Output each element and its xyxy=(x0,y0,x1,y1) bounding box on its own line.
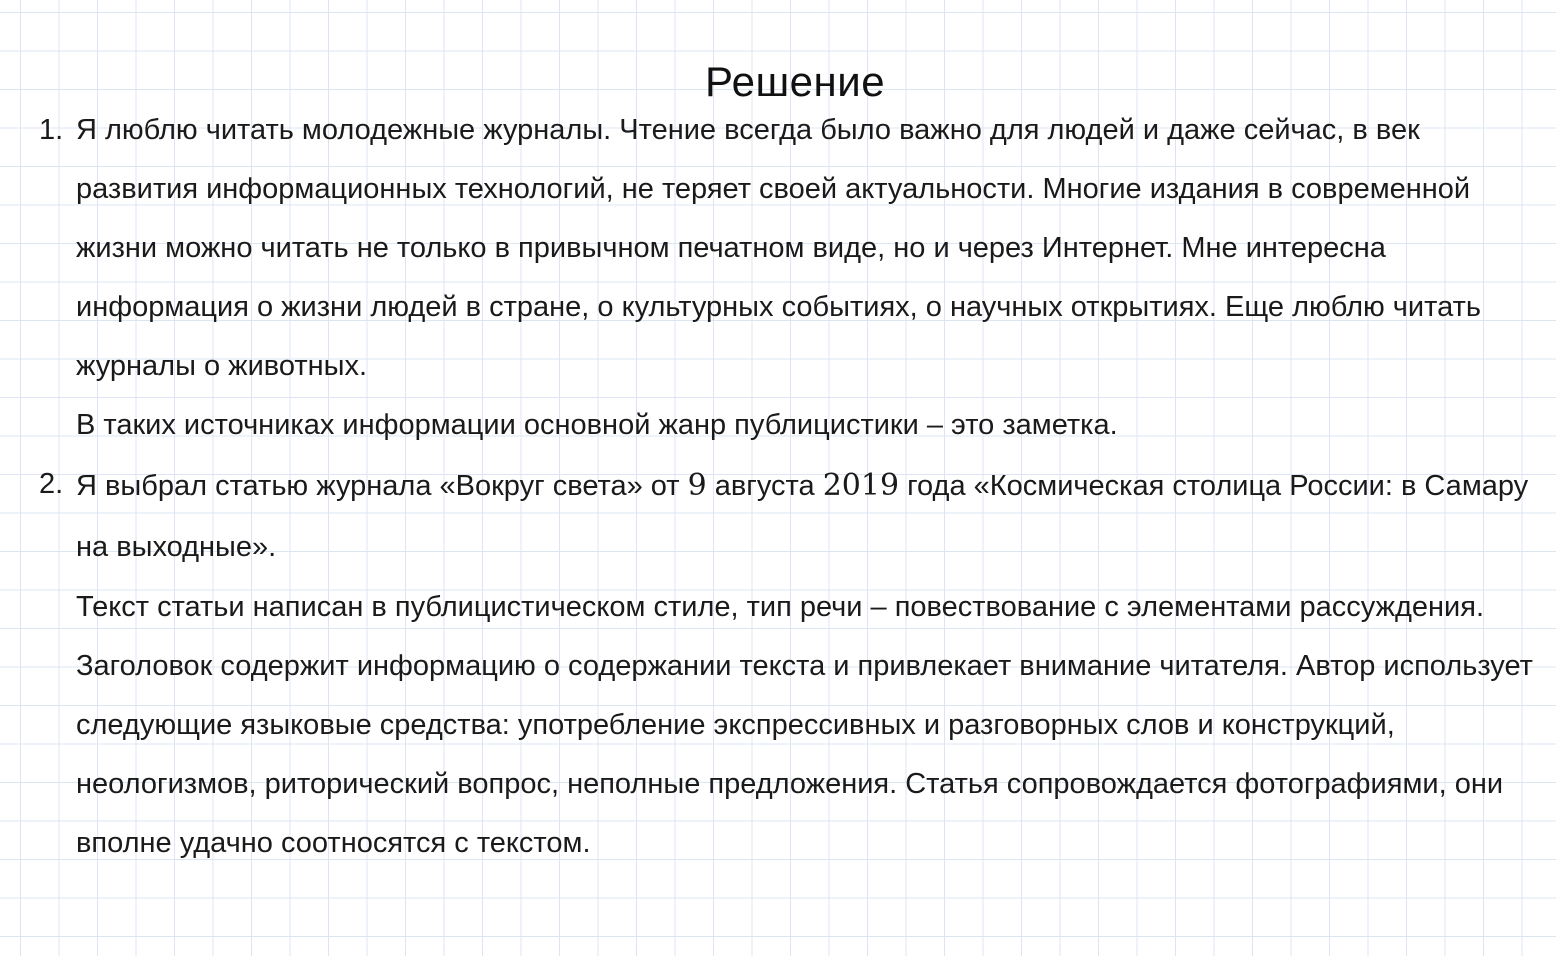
item-paragraph: Я люблю читать молодежные журналы. Чтение всегда было важно для людей и даже сейчас, в век развития информационных технологий, не теряет своей актуальности. Многие издания в современной жизни можно читать не только в привычном печатном виде, но и через Интернет. Мне интересна информация о жизни людей в стране, о культурных событиях, о научных открытиях. Еще люблю читать журналы о животных. xyxy=(76,114,1481,382)
item-number: 2. xyxy=(39,468,64,500)
page-title: Решение xyxy=(704,58,886,106)
intro-text: года «Космическая столица России: в Самару на выходные». xyxy=(76,470,1529,563)
intro-year-number: 2019 xyxy=(822,468,900,503)
solution-list xyxy=(0,101,1540,873)
intro-text: Я выбрал статью журнала «Вокруг света» от xyxy=(76,470,688,502)
item-paragraph: Текст статьи написан в публицистическом стиле, тип речи – повествование с элементами рассуждения. Заголовок содержит информацию о содержании текста и привлекает внимание читателя. Автор использует следующие языковые средства: употребление экспрессивных и разговорных слов и конструкций, неологизмов, риторический вопрос, неполные предложения. Статья сопровождается фотографиями, они вполне удачно соотносятся с текстом. xyxy=(76,591,1533,859)
item-intro-paragraph xyxy=(76,455,1540,578)
item-paragraph: В таких источниках информации основной жанр публицистики – это заметка. xyxy=(76,409,1118,441)
solution-item-2 xyxy=(0,455,1540,873)
item-number: 1. xyxy=(39,114,64,146)
intro-day-number: 9 xyxy=(687,468,707,503)
solution-item-1 xyxy=(0,101,1540,455)
intro-text: августа xyxy=(706,470,823,502)
